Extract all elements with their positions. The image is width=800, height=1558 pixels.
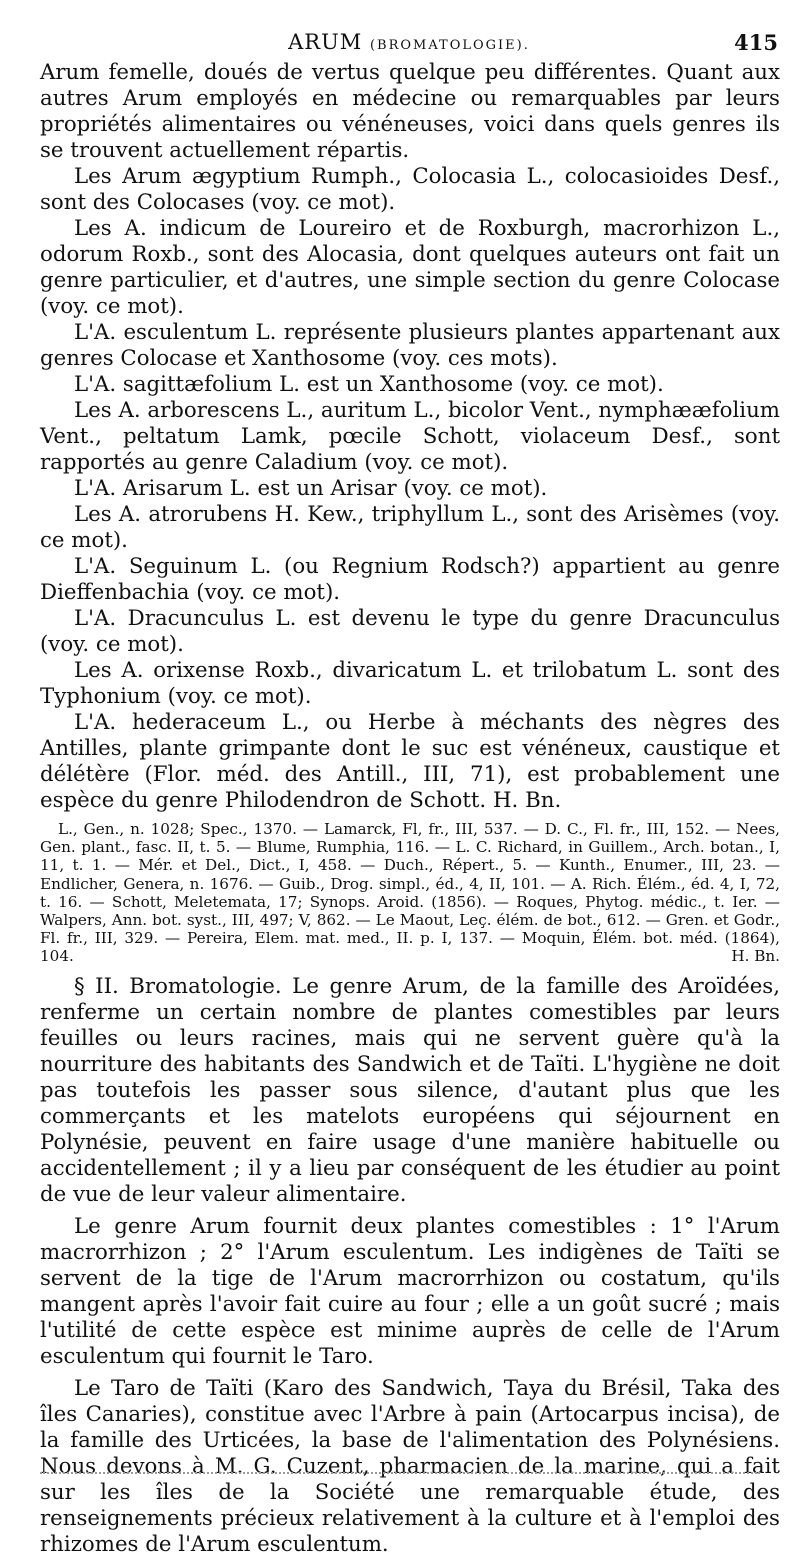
running-title-main: ARUM — [288, 30, 363, 54]
page-body — [40, 60, 780, 1558]
paragraph-alocasia: Les A. indicum de Loureiro et de Roxburgh, macrorhizon L., odorum Roxb., sont des Alocasia, dont quelques auteurs ont fait un genre particulier, et d'autres, une simple section du genre Colocase (voy. ce mot). — [40, 216, 780, 319]
paragraph-hederaceum: L'A. hederaceum L., ou Herbe à méchants des nègres des Antilles, plante grimpante dont le suc est vénéneux, caustique et délétère (Flor. méd. des Antill., III, 71), est probablement une espèce du genre Philodendron de Schott. H. Bn. — [40, 710, 780, 813]
section-bromatologie-taro: Le Taro de Taïti (Karo des Sandwich, Taya du Brésil, Taka des îles Canaries), constitue avec l'Arbre à pain (Artocarpus incisa), de la famille des Urticées, la base de l'alimentation des Polynésiens. Nous devons à M. G. Cuzent, pharmacien de la marine, qui a fait sur les îles de la Société une remarquable étude, des renseignements précieux relativement à la culture et à l'emploi des rhizomes de l'Arum esculentum. — [40, 1375, 780, 1557]
paragraph-colocasia: Les Arum ægyptium Rumph., Colocasia L., colocasioides Desf., sont des Colocases (voy. ce mot). — [40, 164, 780, 215]
page-number: 415 — [734, 30, 778, 55]
paragraph-arisarum: L'A. Arisarum L. est un Arisar (voy. ce mot). — [74, 476, 548, 501]
paragraph-esculentum: L'A. esculentum L. représente plusieurs plantes appartenant aux genres Colocase et Xanthosome (voy. ces mots). — [40, 320, 780, 371]
paragraph-caladium: Les A. arborescens L., auritum L., bicolor Vent., nymphææfolium Vent., peltatum Lamk, pœcile Schott, violaceum Desf., sont rapportés au genre Caladium (voy. ce mot). — [40, 398, 780, 475]
paragraph-sagittaefolium: L'A. sagittæfolium L. est un Xanthosome (voy. ce mot). — [74, 372, 664, 397]
running-title-sub: (BROMATOLOGIE). — [369, 38, 530, 53]
bibliography-references: L., Gen., n. 1028; Spec., 1370. — Lamarck, Fl, fr., III, 537. — D. C., Fl. fr., III, 152. — Nees, Gen. plant., fasc. II, t. 5. — Blume, Rumphia, 116. — L. C. Richard, in Guillem., Arch. botan., I, 11, t. 1. — Mér. et Del., Dict., I, 458. — Duch., Répert., 5. — Kunth., Enumer., III, 23. — Endlicher, Genera, n. 1676. — Guib., Drog. simpl., éd., 4, II, 101. — A. Rich. Élém., éd. 4, I, 72, t. 16. — Schott, Meletemata, 17; Synops. Aroid. (1856). — Roques, Phytog. médic., t. Ier. — Walpers, Ann. bot. syst., III, 497; V, 862. — Le Maout, Leç. élém. de bot., 612. — Gren. et Godr., Fl. fr., III, 329. — Pereira, Elem. mat. med., II. p. I, 137. — Moquin, Élém. bot. méd. (1864), 104. — [40, 820, 780, 966]
paragraph-atrorubens: Les A. atrorubens H. Kew., triphyllum L., sont des Arisèmes (voy. ce mot). — [40, 502, 780, 553]
bibliography-block — [40, 820, 780, 966]
bibliography-text — [40, 820, 780, 966]
page-header — [40, 30, 778, 58]
paragraph-dracunculus: L'A. Dracunculus L. est devenu le type du genre Dracunculus (voy. ce mot). — [40, 606, 780, 657]
section-bromatologie-intro: § II. Bromatologie. Le genre Arum, de la famille des Aroïdées, renferme un certain nombre de plantes comestibles par leurs feuilles ou leurs racines, mais qui ne servent guère qu'à la nourriture des habitants des Sandwich et de Taïti. L'hygiène ne doit pas toutefois les passer sous silence, d'autant plus que les commerçants et les matelots européens qui séjournent en Polynésie, peuvent en faire usage d'une manière habituelle ou accidentellement ; il y a lieu par conséquent de les étudier au point de vue de leur valeur alimentaire. — [40, 973, 780, 1207]
paragraph-seguinum: L'A. Seguinum L. (ou Regnium Rodsch?) appartient au genre Dieffenbachia (voy. ce mot). — [40, 554, 780, 605]
section-bromatologie-plants: Le genre Arum fournit deux plantes comestibles : 1° l'Arum macrorrhizon ; 2° l'Arum esculentum. Les indigènes de Taïti se servent de la tige de l'Arum macrorrhizon ou costatum, qu'ils mangent après l'avoir fait cuire au four ; elle a un goût sucré ; mais l'utilité de cette espèce est minime auprès de celle de l'Arum esculentum qui fournit le Taro. — [40, 1213, 780, 1369]
paragraph-continuation: Arum femelle, doués de vertus quelque peu différentes. Quant aux autres Arum employés en médecine ou remarquables par leurs propriétés alimentaires ou vénéneuses, voici dans quels genres ils se trouvent actuellement répartis. — [40, 60, 780, 163]
footer-rule — [40, 1472, 760, 1474]
running-title — [40, 30, 778, 54]
paragraph-typhonium: Les A. orixense Roxb., divaricatum L. et trilobatum L. sont des Typhonium (voy. ce mot). — [40, 658, 780, 709]
bibliography-signature: H. Bn. — [731, 947, 780, 966]
